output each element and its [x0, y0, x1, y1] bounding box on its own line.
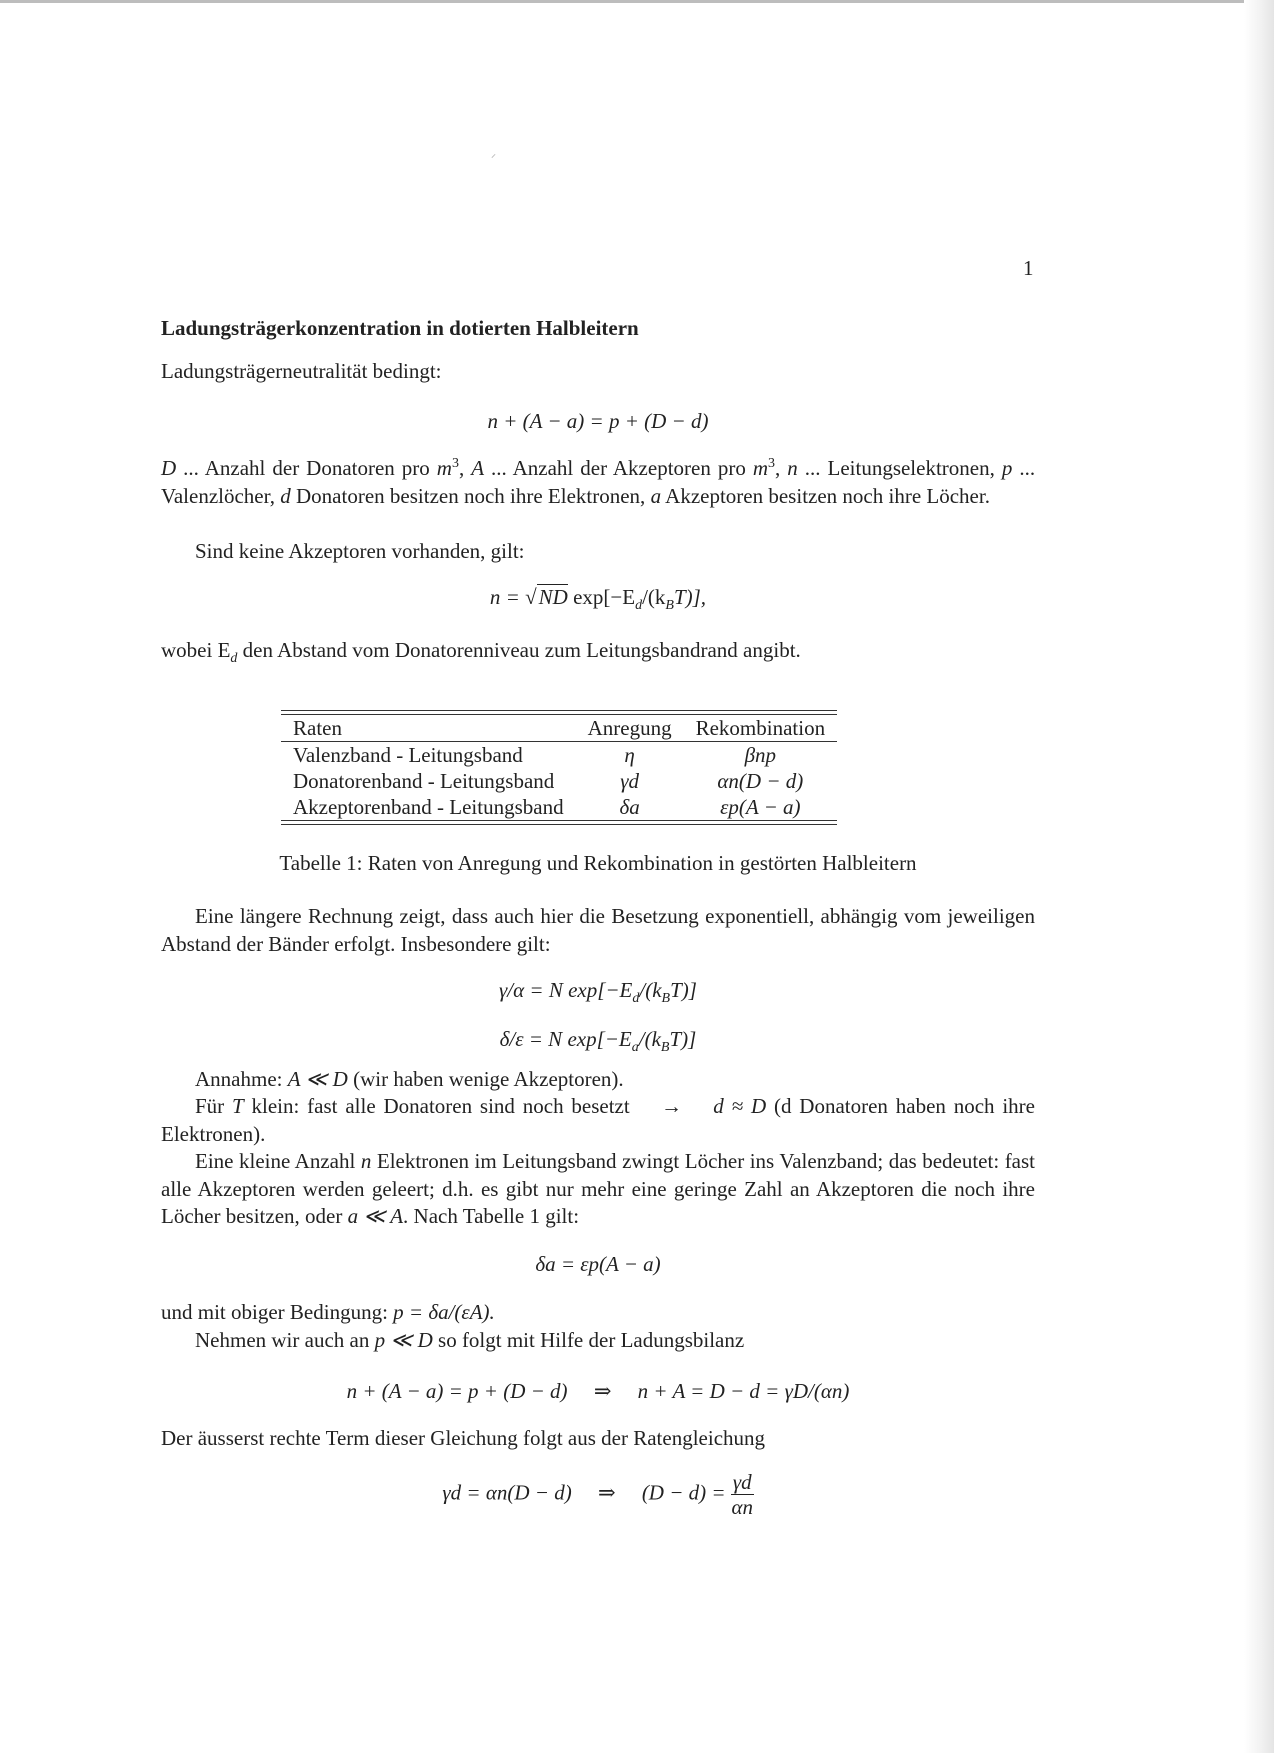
rightmost-term-text: Der äusserst rechte Term dieser Gleichung folgt aus der Ratengleichung: [161, 1426, 766, 1450]
scan-right-edge: [1244, 0, 1274, 1753]
equation-neutrality: n + (A − a) = p + (D − d): [487, 409, 709, 433]
assume-p-text: Nehmen wir auch an p ≪ D so folgt mit Hilfe der Ladungsbilanz: [195, 1328, 745, 1352]
equation-rate: γd = αn(D − d) ⇒ (D − d) = $\frac{\gamma d}{\alpha n}$: [442, 1470, 753, 1519]
var-n: n: [787, 456, 798, 480]
table-header: Anregung: [587, 716, 672, 740]
equation-charge-balance: n + (A − a) = p + (D − d) ⇒ n + A = D − d = γD/(αn): [346, 1379, 850, 1403]
equation-gamma-alpha: γ/α = N $\exp[-E_d/(k_BT)]$: [499, 978, 697, 1007]
var-d: d: [280, 483, 291, 508]
intro-text: Ladungsträgerneutralität bedingt:: [161, 359, 442, 383]
var-D: D: [161, 456, 177, 480]
section-title: Ladungsträgerkonzentration in dotierten Halbleitern: [161, 316, 639, 340]
page-number: 1: [1023, 256, 1034, 280]
table-header: Raten: [293, 716, 342, 740]
scan-speck: ⸝: [491, 149, 496, 160]
few-electrons-paragraph: Eine kleine Anzahl n Elektronen im Leitungsband zwingt Löcher ins Valenzband; das bedeutet: fast alle Akzeptoren werden geleert; d.h. es gibt nur mehr eine geringe Zahl an Akzeptoren die noch ihre Löcher besitzen, oder a ≪ A. Nach Tabelle 1 gilt:: [161, 1149, 1036, 1228]
table-row: Akzeptorenband - Leitungsband δa εp(A − a): [293, 795, 801, 819]
var-p: p: [1001, 456, 1013, 480]
scan-top-edge: [0, 0, 1244, 3]
table-row: Donatorenband - Leitungsband γd αn(D − d): [293, 769, 804, 793]
fraction: $\frac{\gamma d}{\alpha n}$: [731, 1470, 753, 1519]
wobei-text: wobei $E_d$ den Abstand vom Donatorenniveau zum Leitungsbandrand angibt.: [161, 638, 801, 667]
table-row: Valenzband - Leitungsband η βnp: [293, 743, 777, 767]
table-header-row: [281, 715, 837, 741]
var-a: a: [650, 483, 662, 508]
assumption-text: Annahme: A ≪ D (wir haben wenige Akzeptoren).: [195, 1067, 624, 1091]
longer-calculation-paragraph: Eine längere Rechnung zeigt, dass auch hier die Besetzung exponentiell, abhängig vom jeweiligen Abstand der Bänder erfolgt. Insbesondere gilt:: [161, 904, 1035, 956]
table-caption: Tabelle 1: Raten von Anregung und Rekombination in gestörten Halbleitern: [279, 851, 917, 875]
no-acceptors-text: Sind keine Akzeptoren vorhanden, gilt:: [195, 539, 525, 563]
small-T-paragraph: Für T klein: fast alle Donatoren sind noch besetzt → d ≈ D (d Donatoren haben noch ihre Elektronen).: [161, 1094, 1036, 1146]
definitions-paragraph: D ... Anzahl der Donatoren pro $m^3$, A ... Anzahl der Akzeptoren pro $m^3$, n ... Leitungselektronen, p ... Valenzlöcher, d Donatoren besitzen noch ihre Elektronen, a Akzeptoren besitzen noch ihre Löcher.: [161, 456, 1036, 508]
equation-n-sqrt: n = √ND $\exp[-E_d/(k_BT)]$,: [489, 585, 707, 614]
var-A: A: [471, 456, 485, 480]
table-header: Rekombination: [695, 716, 826, 740]
equation-delta-a: δa = εp(A − a): [535, 1252, 661, 1276]
condition-text: und mit obiger Bedingung: p = δa/(εA).: [161, 1300, 495, 1324]
rates-table: [281, 710, 837, 825]
equation-delta-epsilon: δ/ε = N $\exp[-E_a/(k_BT)]$: [499, 1027, 697, 1056]
